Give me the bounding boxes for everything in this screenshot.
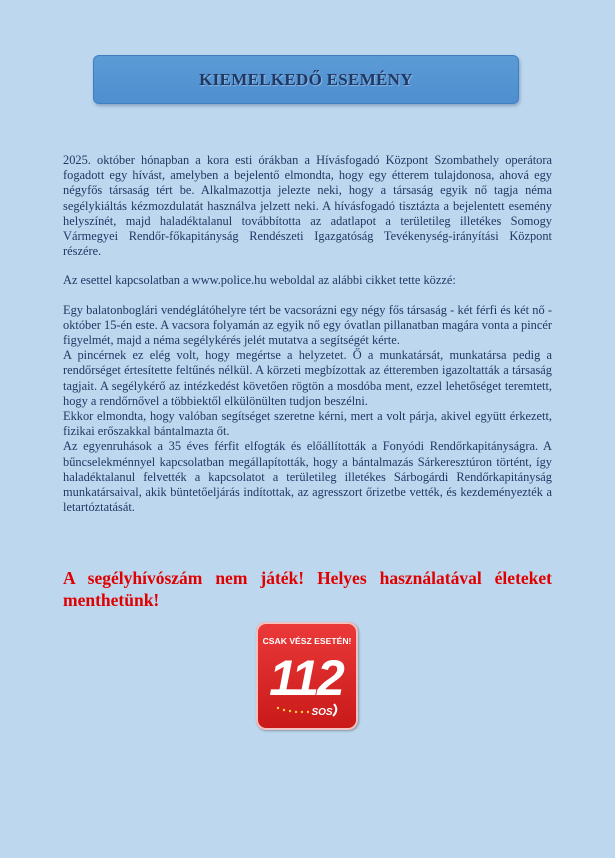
intro-paragraph: 2025. október hónapban a kora esti órákban a Hívásfogadó Központ Szombathely operátora fogadott egy hívást, amelyben a bejelentő elmondta, hogy egy étterem tulajdonosa, ahová egy négyfős társaság tért be. Alkalmazottja jelezte neki, hogy a társaság egyik nő tagja néma segélykiáltás kézmozdulatát használva jelzett neki. A hívásfogadó tisztázta a bejelentett esemény helyszínét, majd haladéktalanul továbbította az adatlapot a területileg illetékes Somogy Vármegyei Rendőr-főkapitányság Rendészeti Igazgatóság Tevékenység-irányítási Központ részére.	[63, 153, 552, 259]
article-paragraph: A pincérnek ez elég volt, hogy megértse a helyzetet. Ő a munkatársát, munkatársa pedig a rendőrséget értesítette feltűnés nélkül. A körzeti megbízottak az étteremben igazoltatták a társaság tagjait. A segélykérő az intézkedést követően rögtön a mosdóba ment, ezzel lehetőséget teremtett, hogy a rendőrnővel a többiektől elkülönülten tudjon beszélni.	[63, 348, 552, 408]
logo-sos-text: SOS	[311, 707, 333, 718]
page-title: KIEMELKEDŐ ESEMÉNY	[199, 69, 413, 89]
emergency-112-logo	[256, 622, 358, 730]
article-body	[63, 153, 552, 515]
article-paragraph: Az egyenruhások a 35 éves férfit elfogták és előállították a Fonyódi Rendőrkapitányságra. A bűncselekménnyel kapcsolatban megállapították, hogy a bántalmazás Sárkeresztúron történt, így haladéktalanul felvették a kapcsolatot a területileg illetékes Sárbogárdi Rendőrkapitányság munkatársaival, akik büntetőeljárás indítottak, az agresszort őrizetbe vették, és kezdeményezték a letartóztatását.	[63, 439, 552, 515]
stars-icon	[277, 707, 309, 713]
article-paragraph: Egy balatonboglári vendéglátóhelyre tért be vacsorázni egy négy fős társaság - két férfi és két nő - október 15-én este. A vacsora folyamán az egyik nő egy óvatlan pillanatban magára vonta a pincér figyelmét, majd a néma segélykérés jelét mutatva a segítségét kérte.	[63, 302, 552, 348]
article-paragraph: Ekkor elmondta, hogy valóban segítséget szeretne kérni, mert a volt párja, akivel együtt érkezett, fizikai erőszakkal bántalmazta őt.	[63, 409, 552, 439]
emergency-slogan: A segélyhívószám nem játék! Helyes használatával életeket menthetünk!	[63, 568, 552, 610]
logo-number: 112	[269, 650, 343, 706]
header-banner	[93, 55, 519, 104]
source-note: Az esettel kapcsolatban a www.police.hu weboldal az alábbi cikket tette közzé:	[63, 273, 456, 288]
logo-top-text: CSAK VÉSZ ESETÉN!	[262, 636, 352, 646]
